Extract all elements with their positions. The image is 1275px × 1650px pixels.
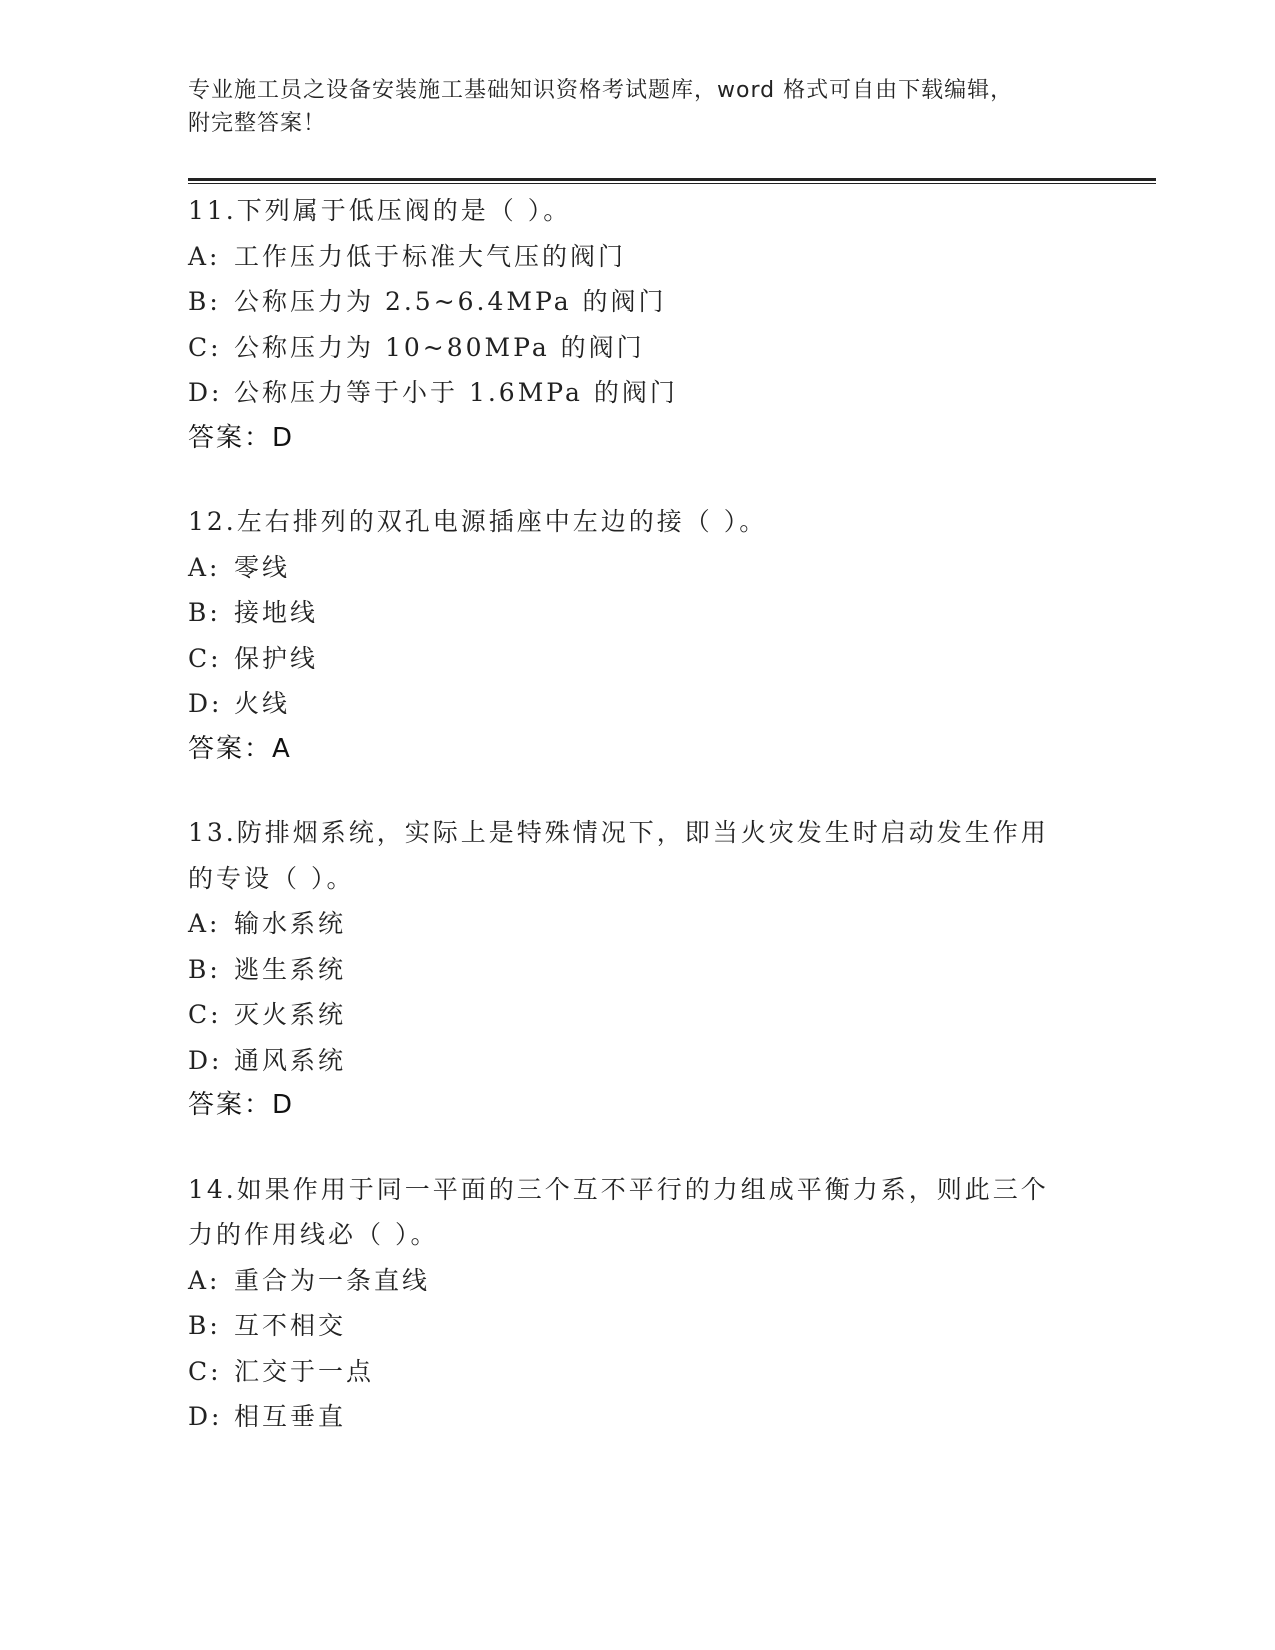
- question-13: [188, 810, 1088, 1129]
- question-stem-line: 12.左右排列的双孔电源插座中左边的接（ ）。: [188, 507, 768, 536]
- option-a: [188, 1258, 1088, 1304]
- question-stem-line: 14.如果作用于同一平面的三个互不平行的力组成平衡力系，则此三个: [188, 1174, 1049, 1204]
- option-text: 公称压力等于小于 1.6MPa 的阀门: [234, 378, 678, 407]
- header-line-2: 附完整答案！: [188, 111, 327, 136]
- option-text: 重合为一条直线: [234, 1265, 431, 1295]
- option-a: [188, 545, 1088, 591]
- question-stem: [188, 499, 1088, 545]
- option-key: D:: [188, 689, 223, 718]
- option-d: [188, 1394, 1088, 1440]
- question-stem-line: 13.防排烟系统，实际上是特殊情况下，即当火灾发生时启动发生作用: [188, 818, 1049, 847]
- question-11: [188, 188, 1088, 461]
- option-text: 公称压力为 2.5~6.4MPa 的阀门: [234, 287, 667, 316]
- header-line-1: 专业施工员之设备安装施工基础知识资格考试题库，word 格式可自由下载编辑，: [188, 78, 1014, 103]
- option-key: C:: [188, 1000, 222, 1029]
- option-text: 逃生系统: [234, 954, 347, 984]
- option-key: D:: [188, 1045, 223, 1075]
- option-b: [188, 590, 1088, 636]
- option-key: C:: [188, 332, 222, 362]
- option-key: C:: [188, 1356, 222, 1386]
- question-stem: [188, 810, 1088, 901]
- option-text: 输水系统: [234, 909, 347, 938]
- header-divider-thick: [188, 178, 1156, 181]
- option-text: 相互垂直: [234, 1402, 347, 1431]
- option-d: [188, 681, 1088, 727]
- option-c: [188, 992, 1088, 1038]
- option-text: 汇交于一点: [234, 1356, 375, 1386]
- question-stem: [188, 1167, 1088, 1258]
- option-d: [188, 370, 1088, 416]
- option-key: A:: [188, 1265, 221, 1295]
- option-b: [188, 279, 1088, 325]
- option-a: [188, 901, 1088, 947]
- option-text: 保护线: [234, 643, 319, 673]
- option-key: B:: [188, 1311, 221, 1340]
- option-key: D:: [188, 378, 223, 407]
- question-stem-line: 力的作用线必（ ）。: [188, 1220, 439, 1249]
- option-d: [188, 1038, 1088, 1084]
- question-stem: [188, 188, 1088, 234]
- option-text: 灭火系统: [234, 1000, 347, 1029]
- answer-line: 答案：A: [188, 733, 292, 764]
- question-14: [188, 1167, 1088, 1440]
- option-key: B:: [188, 954, 221, 984]
- option-b: [188, 1303, 1088, 1349]
- option-key: C:: [188, 643, 222, 673]
- option-c: [188, 1349, 1088, 1395]
- option-text: 火线: [234, 689, 291, 718]
- option-text: 通风系统: [234, 1045, 347, 1075]
- option-key: B:: [188, 598, 221, 627]
- option-key: D:: [188, 1402, 223, 1431]
- question-list: [188, 188, 1088, 1478]
- header-divider-thin: [188, 183, 1156, 184]
- answer-line: 答案：D: [188, 422, 295, 453]
- option-text: 零线: [234, 552, 291, 582]
- option-b: [188, 947, 1088, 993]
- option-a: [188, 234, 1088, 280]
- option-c: [188, 325, 1088, 371]
- option-c: [188, 636, 1088, 682]
- option-key: B:: [188, 287, 221, 316]
- option-key: A:: [188, 909, 221, 938]
- question-stem-line: 11.下列属于低压阀的是（ ）。: [188, 196, 572, 225]
- option-key: A:: [188, 552, 221, 582]
- option-text: 接地线: [234, 598, 319, 627]
- document-header: [188, 74, 1088, 140]
- answer-line: 答案：D: [188, 1090, 295, 1120]
- option-text: 工作压力低于标准大气压的阀门: [234, 241, 627, 271]
- question-stem-line: 的专设（ ）。: [188, 863, 355, 893]
- option-text: 互不相交: [234, 1311, 347, 1340]
- question-12: [188, 499, 1088, 772]
- option-key: A:: [188, 241, 221, 271]
- option-text: 公称压力为 10~80MPa 的阀门: [234, 332, 645, 362]
